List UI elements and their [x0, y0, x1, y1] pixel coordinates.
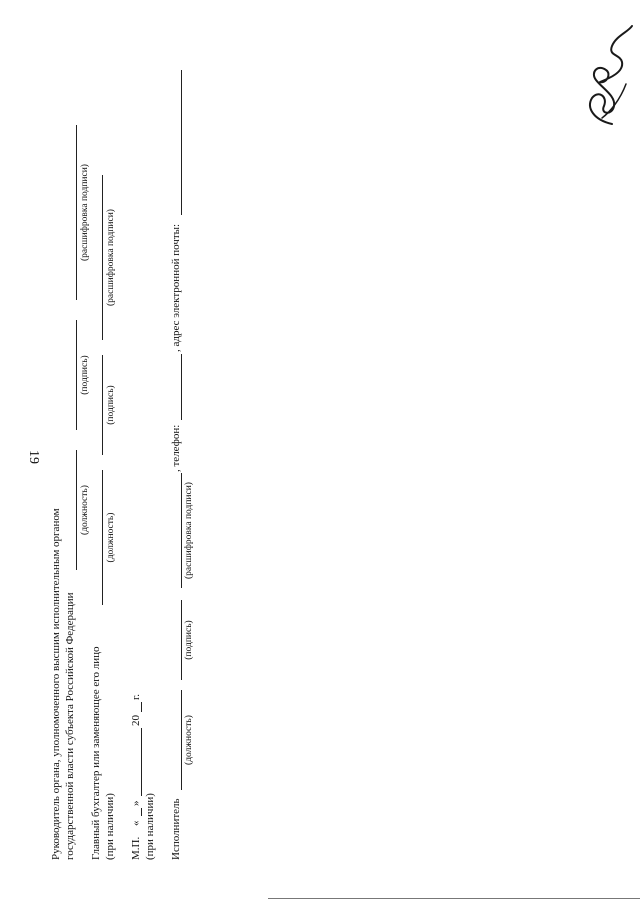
- date-year: 20: [130, 715, 142, 726]
- head-signature-line: [76, 320, 77, 430]
- date-quote-open: «: [130, 820, 142, 826]
- head-decoding-caption: (расшифровка подписи): [80, 164, 90, 261]
- handwritten-signature: [582, 22, 636, 130]
- head-signature-caption: (подпись): [80, 355, 90, 395]
- stamp-mp: М.П.: [130, 836, 142, 860]
- executor-signature-caption: (подпись): [184, 620, 194, 660]
- executor-email-label: , адрес электронной почты:: [170, 223, 182, 352]
- date-day-line: [141, 808, 142, 816]
- executor-decoding-line: [181, 473, 182, 588]
- executor-decoding-caption: (расшифровка подписи): [184, 482, 194, 579]
- chief-accountant-line-2: (при наличии): [104, 793, 116, 860]
- chief-accountant-line-1: Главный бухгалтер или заменяющее его лицо: [90, 646, 102, 860]
- date-year-line: [141, 702, 142, 712]
- executor-phone-label: , телефон:: [170, 424, 182, 472]
- accountant-position-line: [102, 470, 103, 605]
- scan-edge-line: [268, 898, 640, 899]
- date-year-suffix: г.: [130, 693, 142, 700]
- accountant-signature-caption: (подпись): [106, 385, 116, 425]
- head-position-line: [76, 450, 77, 570]
- accountant-position-caption: (должность): [106, 512, 116, 563]
- executor-label: Исполнитель: [170, 798, 182, 860]
- accountant-decoding-caption: (расшифровка подписи): [106, 209, 116, 306]
- head-line-2: государственной власти субъекта Российской Федерации: [64, 592, 76, 860]
- executor-signature-line: [181, 600, 182, 680]
- head-position-caption: (должность): [80, 485, 90, 535]
- accountant-decoding-line: [102, 175, 103, 340]
- executor-email-line: [181, 70, 182, 215]
- date-month-line: [141, 728, 142, 796]
- accountant-signature-line: [102, 355, 103, 455]
- executor-position-line: [181, 690, 182, 790]
- head-line-1: Руководитель органа, уполномоченного высшим исполнительным органом: [50, 508, 62, 860]
- page-number: 19: [26, 450, 41, 464]
- head-decoding-line: [76, 125, 77, 300]
- stamp-note: (при наличии): [144, 793, 156, 860]
- executor-position-caption: (должность): [184, 715, 194, 765]
- rotated-form: [0, 70, 610, 860]
- date-quote-close: »: [130, 800, 142, 806]
- executor-phone-line: [181, 354, 182, 420]
